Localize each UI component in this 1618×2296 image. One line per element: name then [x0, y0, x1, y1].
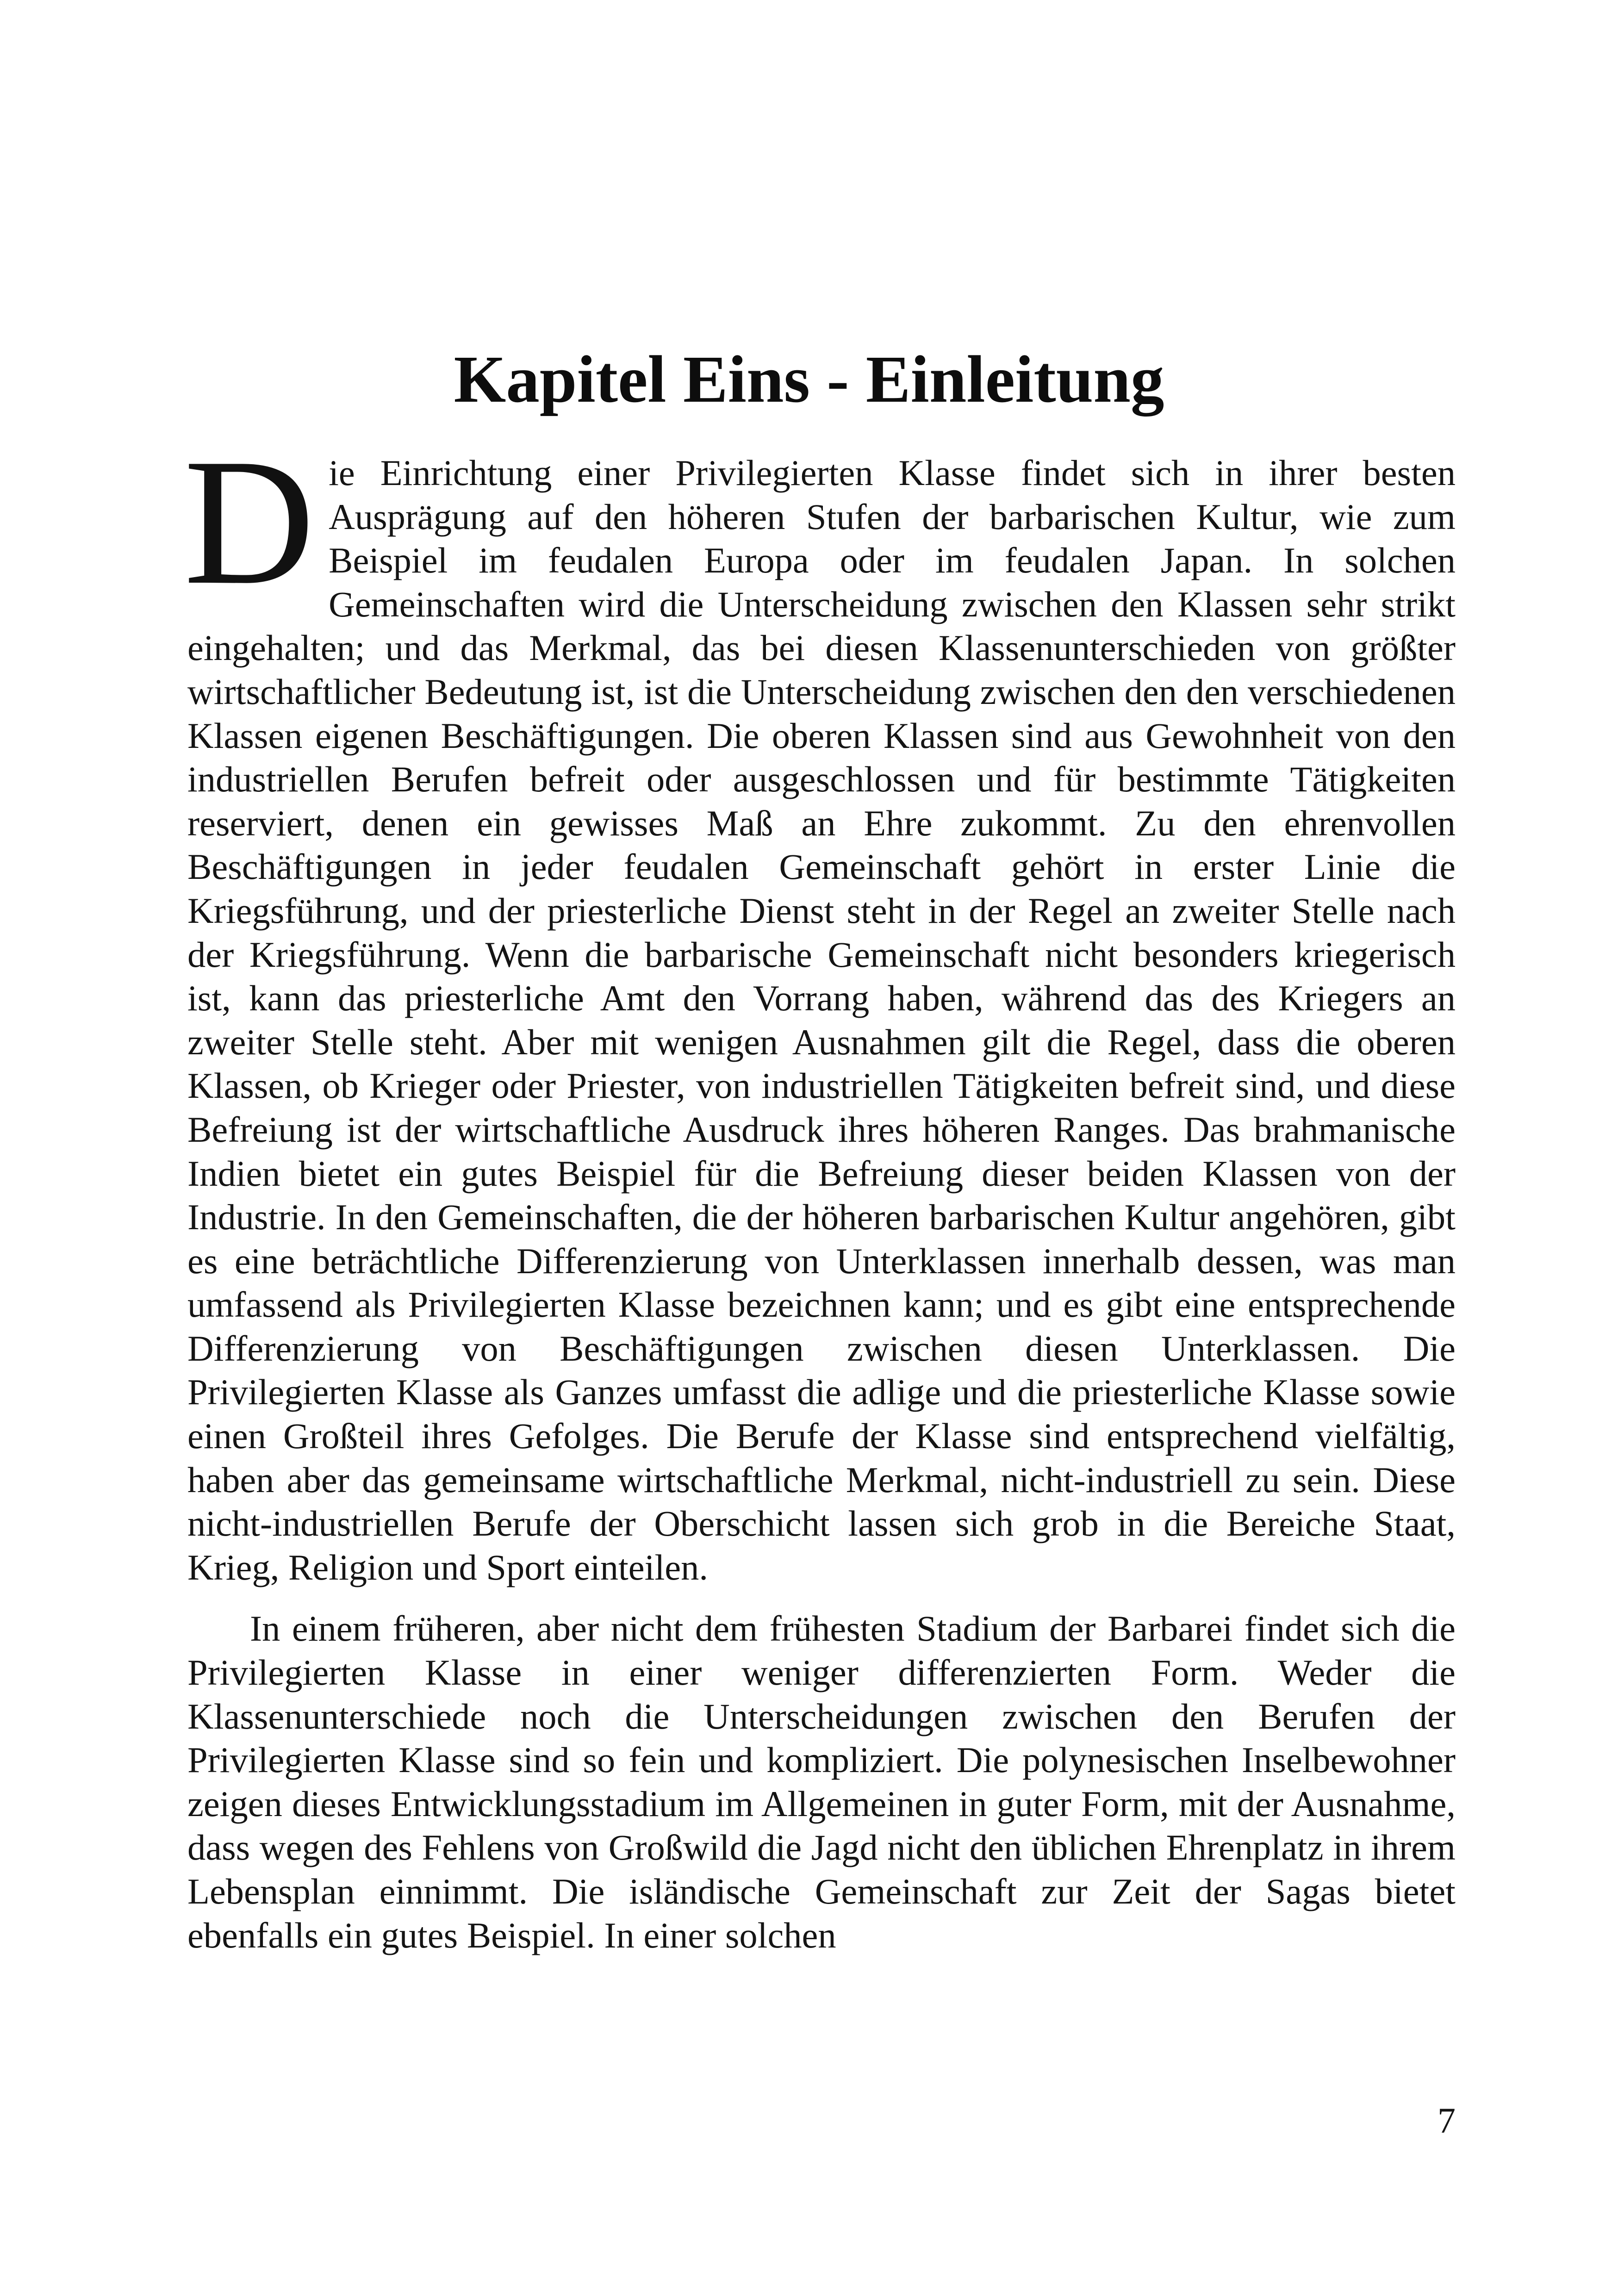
paragraph-second — [187, 1607, 1456, 1957]
paragraph-first-text: ie Einrichtung einer Privilegierten Klasse findet sich in ihrer besten Ausprägung auf den höheren Stufen der barbarischen Kultur, wie zum Beispiel im feudalen Europa oder im feudalen Japan. In solchen Gemeinschaften wird die Unterscheidung zwischen den Klassen sehr strikt eingehalten; und das Merkmal, das bei diesen Klassenunterschieden von größter wirtschaftlicher Bedeutung ist, ist die Unterscheidung zwischen den den verschiedenen Klassen eigenen Beschäftigungen. Die oberen Klassen sind aus Gewohnheit von den industriellen Berufen befreit oder ausgeschlossen und für bestimmte Tätigkeiten reserviert, denen ein gewisses Maß an Ehre zukommt. Zu den ehrenvollen Beschäftigungen in jeder feudalen Gemeinschaft gehört in erster Linie die Kriegsführung, und der priesterliche Dienst steht in der Regel an zweiter Stelle nach der Kriegsführung. Wenn die barbarische Gemeinschaft nicht besonders kriegerisch ist, kann das priesterliche Amt den Vorrang haben, während das des Kriegers an zweiter Stelle steht. Aber mit wenigen Ausnahmen gilt die Regel, dass die oberen Klassen, ob Krieger oder Priester, von industriellen Tätigkeiten befreit sind, und diese Befreiung ist der wirtschaftliche Ausdruck ihres höheren Ranges. Das brahmanische Indien bietet ein gutes Beispiel für die Befreiung dieser beiden Klassen von der Industrie. In den Gemeinschaften, die der höheren barbarischen Kultur angehören, gibt es eine beträchtliche Differenzierung von Unterklassen innerhalb dessen, was man umfassend als Privilegierten Klasse bezeichnen kann; und es gibt eine entsprechende Differenzierung von Beschäftigungen zwischen diesen Unterklassen. Die Privilegierten Klasse als Ganzes umfasst die adlige und die priesterliche Klasse sowie einen Großteil ihres Gefolges. Die Berufe der Klasse sind entsprechend vielfältig, haben aber das gemeinsame wirtschaftliche Merkmal, nicht-industriell zu sein. Diese nicht-industriellen Berufe der Oberschicht lassen sich grob in die Bereiche Staat, Krieg, Religion und Sport einteilen. — [187, 453, 1456, 1587]
chapter-title: Kapitel Eins - Einleitung — [454, 342, 1164, 417]
drop-cap-letter: D — [184, 421, 315, 622]
paragraph-second-text: In einem früheren, aber nicht dem frühesten Stadium der Barbarei findet sich die Privilegierten Klasse in einer weniger differenzierten Form. Weder die Klassenunterschiede noch die Unterscheidungen zwischen den Berufen der Privilegierten Klasse sind so fein und kompliziert. Die polynesischen Inselbewohner zeigen dieses Entwicklungsstadium im Allgemeinen in guter Form, mit der Ausnahme, dass wegen des Fehlens von Großwild die Jagd nicht den üblichen Ehrenplatz in ihrem Lebensplan einnimmt. Die isländische Gemeinschaft zur Zeit der Sagas bietet ebenfalls ein gutes Beispiel. In einer solchen — [187, 1608, 1456, 1955]
page-number: 7 — [1438, 2100, 1456, 2140]
paragraph-first — [184, 421, 1456, 1589]
chapter-body — [184, 421, 1456, 1957]
